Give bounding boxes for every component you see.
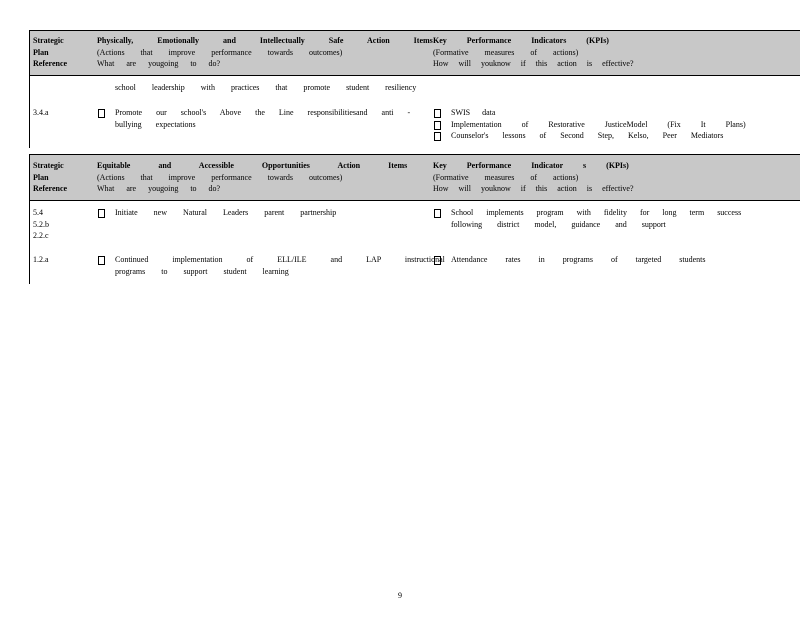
section2-action-heading	[97, 160, 407, 195]
ref-heading-line: Plan	[33, 172, 49, 182]
row-ref: 5.2.b	[33, 219, 49, 229]
ref-heading-line: Reference	[33, 184, 68, 193]
ref-heading-line: Plan	[33, 47, 49, 57]
row-ref: 3.4.a	[33, 108, 49, 117]
kpi-item: Attendance rates in programs of targeted students	[451, 255, 706, 264]
action-item	[115, 254, 445, 277]
bullet-icon	[97, 209, 105, 217]
section2-ref-heading	[33, 160, 67, 195]
action-heading-question: What are yougoing to do?	[97, 59, 221, 68]
kpi-heading-question: How will youknow if this action is effective?	[433, 184, 634, 193]
row-ref: 5.4	[33, 208, 43, 217]
bullet-icon	[433, 109, 441, 117]
action-item	[115, 107, 410, 130]
section1-action-heading	[97, 35, 433, 70]
section2-left-rule	[29, 154, 30, 284]
bullet-icon	[433, 132, 441, 140]
action-heading-question: What are yougoing to do?	[97, 184, 221, 193]
section1-kpi-heading	[433, 35, 634, 70]
ref-heading-line: Strategic	[33, 161, 64, 170]
bullet-icon	[433, 209, 441, 217]
ref-heading-line: Reference	[33, 59, 68, 68]
kpi-heading-title: Key Performance Indicators (KPIs)	[433, 36, 609, 45]
bullet-icon	[433, 121, 441, 129]
kpi-item	[451, 207, 741, 230]
kpi-heading-question: How will youknow if this action is effective?	[433, 59, 634, 68]
action-heading-sub: (Actions that improve performance towards outcomes)	[97, 172, 343, 182]
ref-heading-line: Strategic	[33, 36, 64, 45]
action-text-line: Continued implementation of ELL/ILE and LAP instructional	[115, 255, 445, 264]
action-text-line: Promote our school's Above the Line responsibilitiesand anti -	[115, 108, 411, 117]
kpi-item: SWIS data	[451, 108, 496, 117]
kpi-heading-sub: (Formative measures of actions)	[433, 172, 579, 182]
row-ref: 1.2.a	[33, 255, 49, 264]
kpi-heading-title: Key Performance Indicator s (KPIs)	[433, 161, 629, 170]
kpi-text-line: School implements program with fidelity for long term success	[451, 208, 742, 217]
continued-action-text: school leadership with practices that promote student resiliency	[115, 83, 417, 92]
action-heading-title: Equitable and Accessible Opportunities Action Items	[97, 161, 408, 170]
section1-left-rule	[29, 30, 30, 148]
kpi-item: Counselor's lessons of Second Step, Kelso, Peer Mediators	[451, 131, 724, 140]
kpi-text-line: following district model, guidance and support	[451, 219, 666, 229]
bullet-icon	[97, 256, 105, 264]
row-refs	[33, 207, 49, 242]
row-ref: 2.2.c	[33, 231, 49, 240]
page-number: 9	[398, 591, 402, 600]
action-text-line: bullying expectations	[115, 119, 196, 129]
bullet-icon	[433, 256, 441, 264]
action-text-line: programs to support student learning	[115, 266, 289, 276]
kpi-item: Implementation of Restorative JusticeModel (Fix It Plans)	[451, 120, 746, 129]
kpi-heading-sub: (Formative measures of actions)	[433, 47, 579, 57]
bullet-icon	[97, 109, 105, 117]
action-heading-title: Physically, Emotionally and Intellectually Safe Action Items	[97, 36, 433, 45]
action-heading-sub: (Actions that improve performance towards outcomes)	[97, 47, 343, 57]
action-item: Initiate new Natural Leaders parent partnership	[115, 208, 337, 217]
section2-kpi-heading	[433, 160, 634, 195]
section1-ref-heading	[33, 35, 67, 70]
